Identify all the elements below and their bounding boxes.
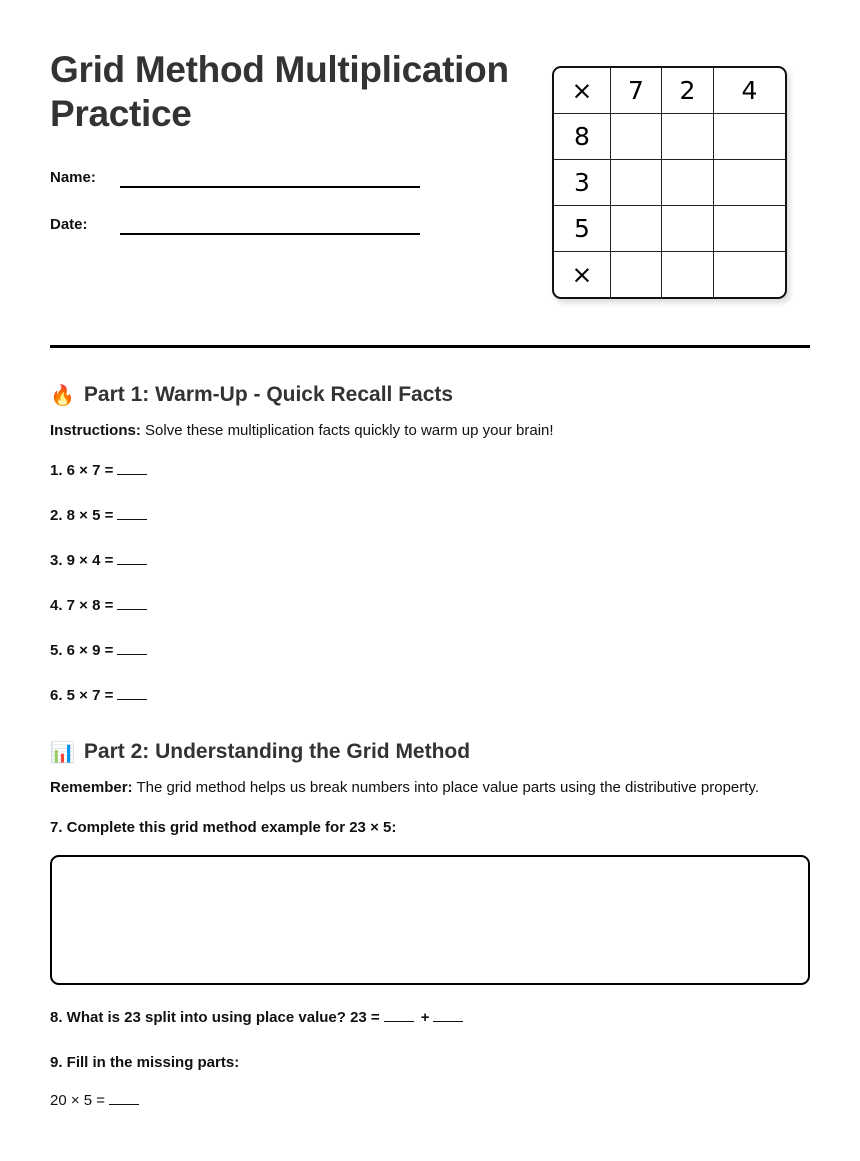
answer-blank[interactable]	[117, 461, 147, 475]
question-7: 7. Complete this grid method example for 23 × 5:	[50, 819, 397, 836]
answer-blank[interactable]	[109, 1091, 139, 1105]
worksheet-body	[0, 380, 860, 1135]
question-4	[0, 595, 860, 617]
grid-cell: 2	[662, 68, 714, 114]
grid-cell-blank[interactable]	[714, 252, 785, 297]
grid-cell-blank[interactable]	[662, 114, 714, 160]
plus-sign: +	[420, 1009, 430, 1026]
date-label: Date:	[50, 216, 88, 233]
answer-blank[interactable]	[117, 506, 147, 520]
part1-heading	[0, 380, 860, 410]
part2-heading	[0, 737, 860, 767]
question-7-answer-box[interactable]	[50, 855, 810, 985]
question-5	[0, 640, 860, 662]
table-row	[554, 114, 785, 160]
instructions-label: Instructions:	[50, 422, 141, 439]
header-divider	[50, 345, 810, 348]
question-2	[0, 505, 860, 527]
grid-cell: ×	[554, 68, 611, 114]
question-6	[0, 685, 860, 707]
grid-cell: 8	[554, 114, 611, 160]
date-input-line[interactable]	[120, 215, 420, 235]
question-5-text: 5. 6 × 9 =	[50, 642, 114, 659]
answer-blank[interactable]	[384, 1008, 414, 1022]
question-8-text: 8. What is 23 split into using place value? 23 =	[50, 1009, 380, 1026]
grid-cell-blank[interactable]	[611, 252, 662, 297]
grid-cell-blank[interactable]	[714, 160, 785, 206]
instructions-text: Solve these multiplication facts quickly to warm up your brain!	[145, 422, 554, 439]
grid-cell-blank[interactable]	[662, 252, 714, 297]
question-3	[0, 550, 860, 572]
answer-blank[interactable]	[117, 641, 147, 655]
question-9-line-1-text: 20 × 5 =	[50, 1092, 106, 1109]
question-9: 9. Fill in the missing parts:	[50, 1054, 240, 1071]
question-4-text: 4. 7 × 8 =	[50, 597, 114, 614]
grid-cell: 3	[554, 160, 611, 206]
question-8	[0, 1007, 860, 1029]
part2-heading-text: Part 2: Understanding the Grid Method	[83, 740, 471, 763]
grid-cell-blank[interactable]	[714, 114, 785, 160]
grid-cell-blank[interactable]	[662, 160, 714, 206]
header-grid-table	[552, 66, 787, 299]
remember-label: Remember:	[50, 779, 133, 796]
question-6-text: 6. 5 × 7 =	[50, 687, 114, 704]
question-2-text: 2. 8 × 5 =	[50, 507, 114, 524]
answer-blank[interactable]	[117, 551, 147, 565]
grid-cell: ×	[554, 252, 611, 297]
fire-icon: 🔥	[50, 383, 75, 407]
grid-cell: 4	[714, 68, 785, 114]
answer-blank[interactable]	[433, 1008, 463, 1022]
table-row	[554, 160, 785, 206]
remember-text: The grid method helps us break numbers into place value parts using the distributive property.	[136, 779, 759, 796]
grid-cell: 7	[611, 68, 662, 114]
question-9-line-1	[0, 1090, 860, 1112]
question-3-text: 3. 9 × 4 =	[50, 552, 114, 569]
part1-instructions	[0, 420, 860, 442]
table-row	[554, 206, 785, 252]
bar-chart-icon: 📊	[50, 740, 75, 764]
question-1-text: 1. 6 × 7 =	[50, 462, 114, 479]
header-grid-table-wrapper	[552, 66, 787, 299]
grid-cell-blank[interactable]	[662, 206, 714, 252]
name-input-line[interactable]	[120, 168, 420, 188]
question-1	[0, 460, 860, 482]
grid-cell-blank[interactable]	[611, 160, 662, 206]
name-label: Name:	[50, 169, 96, 186]
grid-cell: 5	[554, 206, 611, 252]
answer-blank[interactable]	[117, 596, 147, 610]
grid-cell-blank[interactable]	[611, 206, 662, 252]
grid-cell-blank[interactable]	[611, 114, 662, 160]
part2-remember	[0, 777, 860, 799]
grid-cell-blank[interactable]	[714, 206, 785, 252]
page-title: Grid Method Multiplication Practice	[50, 49, 509, 134]
answer-blank[interactable]	[117, 686, 147, 700]
table-row	[554, 252, 785, 297]
part1-heading-text: Part 1: Warm-Up - Quick Recall Facts	[83, 383, 454, 406]
table-row	[554, 68, 785, 114]
